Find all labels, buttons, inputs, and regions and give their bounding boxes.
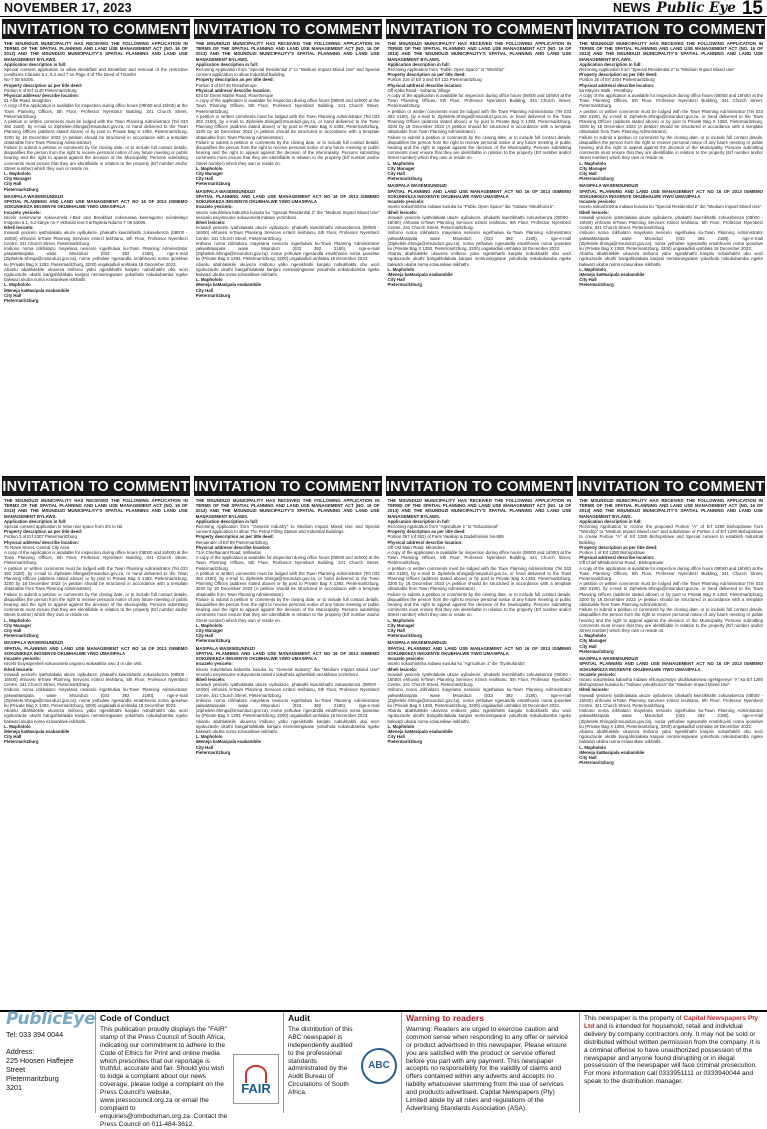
application-text: Rezoning Application from "General Industry" to Medium Impact Mixed Use and Special consent application to allow The Petrol Filling Station and Industrial Buildings.	[195, 524, 380, 535]
signature-title: City Manager	[195, 628, 224, 634]
application-label: Application description in full:	[387, 61, 451, 67]
notice-intro: THE MSUNDUZI MUNICIPALITY HAS RECEIVED THE FOLLOWING APPLICATION IN TERMS OF THE SPATIAL PLANNING AND LAND USE MANAGEMENT ACT (NO. 16 OF 2013) AND THE MSUNDUZI MUNICIPALITY'S SPATIAL PLANNING AND LAND USE MANAGEMENT BYLAWS.	[4, 498, 188, 519]
zulu-signature-title: iMeneja kaMasipala esabambile	[4, 728, 70, 734]
signature-office: City Hall	[387, 171, 405, 177]
zulu-application-label: Incazelo yesicelo:	[4, 656, 41, 662]
conduct-title: Code of Conduct	[100, 1013, 170, 1023]
zulu-signature-city: Pietermaritzburg	[579, 282, 614, 288]
notices-top-row	[2, 19, 765, 473]
zulu-inspection-text: Inowadi yesicelo iyatholakala ukuze uyibukeze, phakathi kwezikhathi zokusebenza (08h00 - 16h00) ehhovisi leTown Planning Services ezitezi lesihlanu, 5th Floor, Professor Nyembezi Centre, 341 Church Street, Pietermaritzburg.	[387, 671, 572, 688]
notice-intro: THE MSUNDUZI MUNICIPALITY HAS RECEIVED THE FOLLOWING APPLICATION IN TERMS OF THE SPATIAL PLANNING AND LAND USE MANAGEMENT ACT (NO. 16 OF 2013) AND THE MSUNDUZI MUNICIPALITY'S SPATIAL PLANNING AND LAND USE MANAGEMENT BYLAWS.	[579, 498, 763, 519]
signature-city: Pietermaritzburg	[195, 181, 231, 187]
audit-text: The distribution of this ABC newspaper is independently audited to the professional standards administrated by the Audit Bureau of Circulations of South Africa.	[288, 1025, 353, 1097]
signature-name: L. Maphololo	[4, 617, 31, 623]
page-footer	[0, 1009, 767, 1128]
address-text: 71/A Chieftainant Road, Willowton	[195, 550, 262, 556]
footer-address-2: Pietermaritzburg	[6, 1073, 59, 1083]
property-pre: This newspaper is the property of	[584, 1015, 682, 1022]
notice-8	[577, 476, 765, 1008]
zulu-inspection-label: Ikheli lesicelo:	[579, 209, 609, 215]
signature-title: City Manager	[579, 638, 607, 644]
zulu-heading: MASIPALA WASEMSUNDUZI	[579, 656, 639, 662]
address-text: 5a Mayors Walk - Prestbury	[579, 87, 633, 93]
signature-office: City Hall	[387, 628, 405, 634]
inspection-text: A copy of the application is available for inspection during office hours (08h00 and 16h00) at the Town Planning Offices, 5th Floor, Professor Nyembezi Building, 341 Church Street, Pietermaritzburg.	[4, 103, 188, 119]
publication-name: Public Eye	[656, 0, 736, 16]
zulu-signature-title: iMeneja kaMasipala esabambile	[579, 749, 645, 755]
zulu-signature-name: L. Maphololo	[195, 277, 223, 283]
zulu-signature-name: L. Maphololo	[579, 266, 607, 272]
zulu-signature-office: City Hall	[4, 292, 22, 298]
signature-name: L. Maphololo	[195, 622, 223, 628]
fair-stamp-icon	[233, 1054, 279, 1104]
zulu-signature-city: Pietermaritzburg	[195, 749, 231, 755]
signature-city: Pietermaritzburg	[4, 633, 39, 639]
notice-heading: INVITATION TO COMMENT	[577, 479, 765, 495]
zulu-signature-name: L. Maphololo	[4, 282, 31, 288]
application-text: Rezoning Application from "Special Residential 2" to "Medium Impact Mixed Use" and Special consent application to allow Industrial Building.	[195, 67, 380, 78]
application-label: Application description in full:	[4, 61, 67, 67]
zulu-failure-text: Abantu abahlulekile ukuveza imibono yabo ngesikhathi kanjalo nobukhakhi obu wozi ngokuzacile ukuthi bangahlolakala kanjani nemininingwane yokuthola nokukubamba ngeke bakwazi ukuba noma eziwunikwe isikhathi.	[579, 251, 763, 267]
inspection-text: A copy of the application is available for inspection during office hours (08h00 and 16h00) at the Town Planning Offices, 5th Floor, Professor Nyembezi Building, 341 Church Street, Pietermaritzburg.	[387, 93, 572, 109]
notice-heading: INVITATION TO COMMENT	[385, 479, 573, 495]
notice-heading: INVITATION TO COMMENT	[2, 479, 190, 495]
application-text: Special consent application to relax rear space from 3m to Nil.	[4, 524, 124, 530]
zulu-inspection-label: Ikheli lesicelo:	[4, 225, 34, 231]
zulu-failure-text: Abantu abahlulekile ukuveza imibono yabo ngesikhathi kanjalo nobukhakhi obu wozi ngokuzacile ukuthi bangahlolakala kanjani nemininingwane yokuthola nokukubamba ngeke bakwazi ukuba noma eziwunikwe isikhathi.	[4, 708, 188, 724]
warning-title: Warning to readers	[406, 1013, 484, 1023]
signature-title: City Manager	[387, 622, 415, 628]
zulu-failure-text: Abantu abahlulekile ukuveza imibono yabo ngesikhathi kanjalo nobukhakhi obu wozi ngokuzacile ukuthi bangahlolakala kanjani nemininingwane yokuthola nokukubamba ngeke bakwazi ukuba noma eziwunikwe isikhathi.	[4, 266, 188, 283]
signature-title: City Manager	[4, 176, 32, 182]
notice-body	[577, 39, 765, 288]
notice-heading: INVITATION TO COMMENT	[385, 22, 573, 38]
signature-office: City Hall	[195, 633, 214, 639]
notice-3	[386, 19, 574, 473]
zulu-application-label: Incazelo yesicelo:	[195, 204, 233, 210]
zulu-inspection-text: Inowadi yesicelo iyatholakala ukuze uyibukeze, phakathi kwezikhathi zokusebenza (08h00 - 16h00) ehhovisi leTown Planning Services ezitezi lesihlanu, 5th Floor, Professor Nyembezi Centre, 341 Church Street, Pietermaritzburg.	[579, 692, 763, 708]
footer-audit	[283, 1012, 401, 1113]
zulu-signature-title: iMeneja kaMasipala esabambile	[195, 282, 261, 288]
application-text: Rezoning Application from "Agriculture 1" to "Educational"	[387, 524, 499, 530]
zulu-heading: MASIPALA WASEMSUNDUZI	[579, 183, 639, 189]
zulu-signature-name: L. Maphololo	[4, 723, 31, 729]
address-text: 634 Dr Denis Mathe Road, Rosetherope	[195, 93, 274, 99]
application-label: Application description in full:	[195, 518, 259, 524]
notice-heading: INVITATION TO COMMENT	[2, 22, 190, 38]
zulu-application-text: Isicelo sokushintsha indawo kusuka ku "Agriculture 1" ibe "Eyokufunda".	[387, 661, 527, 667]
zulu-failure-text: Abantu abahlulekile ukuveza imibono yabo ngesikhathi kanjalo nobukhakhi obu wozi ngokuzacile ukuthi bangahlolakala kanjani nemininingwane yokuthola nokukubamba ngeke bakwazi ukuba noma eziwunikwe isikhathi.	[387, 251, 572, 267]
zulu-inspection-label: Ikheli lesicelo:	[195, 219, 226, 225]
zulu-petition-text: Imibono noma izikhalazo mayelana nesicelo ingethulwa ku-Town Planning Administrator yakwaMasipala wase Msunduzi (033 392 2180), nge-e-mail (Ziphelele.Shinga@msunduzi.gov.za), noma yethulwe ngesandla emahhovisi noma iposelwe ku (Private Bag X 1393, Pietermaritzburg, 3200) ungakadluli umhlaka 18 December 2023.	[4, 687, 188, 708]
signature-office: City Hall	[4, 181, 22, 187]
zulu-application-text: Isicelo sesimvume sokuvumela i-Bed and Breakfast nokususwa kwemigomo evimbelayo Imigomo 6.1, 6.2 kanye no-7 ekhasini lesi-3 leTayitela Ndumo T 08 54006.	[4, 214, 188, 225]
property-label: Property description as per title deed:	[195, 534, 274, 540]
zulu-petition-text: Imibono noma izikhalazo mayelana nesicelo ingethulwa ku-Town Planning Administrator yakwaMasipala wase Msunduzi (033 392 2180), nge-e-mail (Ziphelele.Shinga@msunduzi.gov.za), noma yethulwe ngesandla emahhovisi noma iposelwe ku (Private Bag X 1393, Pietermaritzburg, 3200) ungakadluli umhlaka 18 December 2023.	[579, 708, 763, 729]
application-label: Application description in full:	[195, 61, 259, 67]
failure-text: Failure to submit a petition or comments by the closing date, or to include full contact details, disqualifies the person from the right to receive personal notice of any future meeting or public hearing and the right to appeal against the decision of the Municipality. Persons submitting comments must ensure that they are identifiable in relation to the property (Erf number and/or Street number) which they own or reside on.	[195, 139, 380, 166]
zulu-inspection-text: Inowadi yesicelo iyatholakala ukuze uyibukeze, phakathi kwezikhathi zokusebenza (08h00 - 16h00) ehhovisi leTown Planning Services ezitezi lesihlanu, 5th Floor, Professor Nyembezi Centre, 341 Church Street, Pietermaritzburg.	[579, 214, 763, 231]
property-text: Portion 216 of Erf 2 and Erf 122 Pietermaritzburg	[387, 77, 482, 83]
zulu-intro: SPATIAL PLANNING AND LAND USE MANAGEMENT ACT NO 16 OF 2013 ISIMEMO SOKUNIKEZA INGXENYE OKUBHALWE YIWO UMASIPALA	[579, 188, 763, 199]
section-name: NEWS	[613, 1, 651, 15]
inspection-text: A copy of the application is available for inspection during office hours (08h00 and 16h00) at the Town Planning Offices, 5th Floor, Professor Nyembezi Building, 341 Church Street, Pietermaritzburg.	[4, 550, 188, 566]
zulu-heading: MASIPALA WASEMSUNDUZI	[387, 183, 447, 189]
signature-name: L. Maphololo	[387, 160, 415, 166]
signature-name: L. Maphololo	[579, 633, 607, 639]
zulu-application-text: Isicelo sokuhlelwa kabusha kusuka ku "General Industry" iba "Medium Impact Mixed Use" nesicelo esiyimvume sokuvumela isiteshi sokuthela uphethiloli nezakhiwo zezimboni.	[195, 666, 380, 677]
notice-6	[194, 476, 382, 1008]
inspection-text: A copy of the application is available for inspection during office hours (08h00 and 16h00) at the Town Planning Offices, 5th Floor, Professor Nyembezi Building, 341 Church Street, Pietermaritzburg.	[579, 565, 763, 582]
zulu-inspection-text: Inowadi yesicelo iyatholakala ukuze uyibukeze, phakathi kwezikhathi zokusebenza (08h00 - 16h00) ehhovisi leTown Planning Services ezitezi lesihlanu, 5th Floor, Professor Nyembezi Centre, 341 Church Street, Pietermaritzburg.	[4, 230, 188, 246]
notice-body	[194, 39, 382, 298]
inspection-text: A copy of the application is available for inspection during office hours (08h00 and 16h00) at the Town Planning Offices, 5th Floor, Professor Nyembezi Building, 341 Church Street, Pietermaritzburg.	[195, 555, 380, 571]
footer-address-1: 225 Hoosen Haffejee Street	[6, 1055, 74, 1074]
property-text: Portion 8 of Erf 1140 Pietermaritzburg	[4, 87, 77, 93]
warning-text: Warning: Readers are urged to exercise caution and common sense when responding to any offer or service or product advertised in this newspaper. Please ensure you are satisfied with the product or service offered before you part with any payment. This newspaper accepts no responsibility for the validity of claims and offers contained within any adverts and accepts no liability whatsoever stemming from the use of services and products advertised. Capital Newspapers (Pty) Limited abide by all rules and regulations of the Advertising Standards Association (ASA).	[406, 1025, 568, 1112]
address-label: Physical address/ describe location:	[387, 539, 463, 545]
zulu-signature-city: Pietermaritzburg	[4, 739, 39, 745]
footer-tel: Tel: 033 394 0044	[6, 1029, 64, 1039]
abc-logo-icon	[361, 1048, 397, 1084]
signature-name: L. Maphololo	[4, 171, 31, 177]
zulu-signature-title: iMeneja kaMasipala esabambile	[195, 739, 261, 745]
application-label: Application description in full:	[579, 518, 642, 524]
property-text: Portion 26 of Erf 3304 Pietermaritzburg	[579, 77, 655, 83]
zulu-signature-city: Pietermaritzburg	[579, 760, 614, 766]
zulu-signature-city: Pietermaritzburg	[195, 292, 231, 298]
notice-intro: THE MSUNDUZI MUNICIPALITY HAS RECEIVED THE FOLLOWING APPLICATION IN TERMS OF THE SPATIAL PLANNING AND LAND USE MANAGEMENT ACT (NO. 16 OF 2013) AND THE MSUNDUZI MUNICIPALITY'S SPATIAL PLANNING AND LAND USE MANAGEMENT BYLAWS.	[579, 41, 763, 62]
address-text: Off Old Main Road, Mkondeni	[387, 544, 445, 550]
footer-contact	[0, 1009, 96, 1113]
address-text: Off Chief Mhlabunzima Road - Bishopstowe	[579, 560, 664, 566]
zulu-inspection-text: Inowadi yesicelo iyatholakala ukuze uyibukeze, phakathi kwezikhathi zokusebenza (08h00 - 16h00) ehhovisi leTown Planning Services ezitezi lesihlanu, 5th Floor, Professor Nyembezi Centre, 341 Church Street, Pietermaritzburg.	[195, 225, 380, 241]
zulu-heading: MASIPALA WASEMSUNDUZI	[195, 645, 255, 651]
zulu-signature-office: City Hall	[579, 277, 597, 283]
zulu-inspection-label: Ikheli lesicelo:	[4, 666, 34, 672]
zulu-intro: SPATIAL PLANNING AND LAND USE MANAGEMENT ACT NO 16 OF 2013 ISIMEMO SOKUNIKEZA INGXENYE OKUBHALWE YIWO UMASIPALA	[579, 661, 763, 672]
zulu-intro: SPATIAL PLANNING AND LAND USE MANAGEMENT ACT NO 16 OF 2013 ISIMEMO SOKUNIKEZA INGXENYE OKUBHALWE YIWO UMASIPALA	[195, 650, 380, 662]
address-text: 51 Alfie Road, Boughton	[4, 98, 51, 104]
zulu-inspection-label: Ikheli lesicelo:	[195, 676, 226, 682]
zulu-signature-title: iMeneja kaMasipala esabambile	[579, 271, 645, 277]
footer-address-label: Address:	[6, 1046, 35, 1056]
failure-text: Failure to submit a petition or comments by the closing date, or to include full contact details, disqualifies the person from the right to receive personal notice of any future meeting or public hearing and the right to appeal against the decision of the Municipality. Persons submitting comments must ensure that they are identifiable in relation to the property (Erf number and/or Street number) which they own or reside on.	[4, 591, 188, 618]
zulu-signature-city: Pietermaritzburg	[387, 739, 423, 745]
zulu-intro: SPATIAL PLANNING AND LAND USE MANAGEMENT ACT NO 16 OF 2013 ISIMEMO SOKUNIKEZA INGXENYE OKUBHALWE YIWO UMASIPALA	[195, 193, 380, 205]
application-text: Rezoning Application from "Public Open Space" to "Worship"	[387, 67, 505, 73]
notice-body	[2, 496, 190, 745]
page-number: 15	[741, 0, 763, 19]
zulu-application-text: Isicelo sokuhlelwa kabusha kusuka ku "Special Residential 2" ibe "Medium Impact Mixed Use" nesicelo esiyimvume sokuvumela indawo yezimboni.	[195, 209, 380, 220]
property-text: Portion 3 of Erf 30 Rosetherope	[195, 82, 257, 88]
zulu-application-label: Incazelo yesicelo:	[579, 671, 617, 677]
zulu-inspection-text: Inowadi yesicelo iyatholakala ukuze uyibukeze, phakathi kwezikhathi zokusebenza (08h00 - 16h00) ehhovisi leTown Planning Services ezitezi lesihlanu, 5th Floor, Professor Nyembezi Centre, 341 Church Street, Pietermaritzburg.	[195, 682, 380, 698]
application-text: Rezoning Application from "Special Residential 2" to "Medium Impact Mixed Use"	[579, 67, 736, 73]
zulu-heading: MASIPALA WASEMSUNDUZI	[4, 193, 64, 199]
inspection-text: A copy of the application is available for inspection during office hours (08h00 and 16h00) at the Town Planning Offices, 5th Floor, Professor Nyembezi Building, 341 Church Street, Pietermaritzburg.	[579, 93, 763, 109]
zulu-signature-city: Pietermaritzburg	[387, 282, 423, 288]
property-text: Remainder of Erf 89 Pietermaritzburg	[195, 539, 268, 545]
property-label: Property description as per title deed:	[4, 529, 83, 535]
zulu-application-label: Incazelo yesicelo:	[4, 209, 41, 215]
petition-text: A petition or written comments must be lodged with the Town Planning Administrator (Tel 033 392 2180), by e-mail to Ziphelele.Shinga@msunduzi.gov.za, or hand delivered to the Town Planning Offices (address stated above) or by post to Private Bag X 1393, Pietermaritzburg, 3200 by 18 December 2023 (A petition should be structured in accordance with a template obtainable from Town Planning Administrator).	[195, 113, 380, 140]
inspection-text: A copy of the application is available for inspection during office hours (08h00 and 16h00) at the Town Planning Offices, 5th Floor, Professor Nyembezi Building, 341 Church Street, Pietermaritzburg.	[387, 550, 572, 566]
notice-intro: THE MSUNDUZI MUNICIPALITY HAS RECEIVED THE FOLLOWING APPLICATION IN TERMS OF THE SPATIAL PLANNING AND LAND USE MANAGEMENT ACT (NO. 16 OF 2013) AND THE MSUNDUZI MUNICIPALITY'S SPATIAL PLANNING AND LAND USE MANAGEMENT BYLAWS.	[195, 498, 380, 519]
notice-intro: THE MSUNDUZI MUNICIPALITY HAS RECEIVED THE FOLLOWING APPLICATION IN TERMS OF THE SPATIAL PLANNING AND LAND USE MANAGEMENT ACT (NO. 16 OF 2013) AND THE MSUNDUZI MUNICIPALITY'S SPATIAL PLANNING AND LAND USE MANAGEMENT BYLAWS.	[387, 498, 572, 519]
property-text: Portion 267 (of 263) of Farm Vaalkop & Dadelfontein No-885	[387, 534, 504, 540]
zulu-inspection-label: Ikheli lesicelo:	[387, 666, 418, 672]
property-label: Property description as per title deed:	[387, 529, 466, 535]
zulu-application-label: Incazelo yesicelo:	[387, 656, 425, 662]
zulu-application-label: Incazelo yesicelo:	[387, 199, 425, 205]
property-label: Property description as per title deed:	[4, 82, 83, 88]
issue-date: NOVEMBER 17, 2023	[4, 1, 132, 15]
zulu-signature-name: L. Maphololo	[387, 723, 415, 729]
notice-4	[577, 19, 765, 473]
signature-name: L. Maphololo	[195, 165, 223, 171]
property-text: Portion 1 of Erf 1280 Bishopstowe	[579, 550, 645, 556]
notice-body	[577, 496, 765, 765]
notice-intro: THE MSUNDUZI MUNICIPALITY HAS RECEIVED THE FOLLOWING APPLICATION IN TERMS OF THE SPATIAL PLANNING AND LAND USE MANAGEMENT ACT (NO. 16 OF 2013) AND THE MSUNDUZI MUNICIPALITY'S SPATIAL PLANNING AND LAND USE MANAGEMENT BYLAWS.	[4, 41, 188, 62]
notice-body	[386, 496, 574, 745]
zulu-signature-office: City Hall	[387, 734, 405, 740]
application-label: Application description in full:	[579, 61, 642, 67]
notice-1	[2, 19, 190, 473]
petition-text: A petition or written comments must be lodged with the Town Planning Administrator (Tel 033 392 2180), by e-mail to Ziphelele.Shinga@msunduzi.gov.za, or hand delivered to the Town Planning Offices (address stated above) or by post to Private Bag X 1393, Pietermaritzburg, 3200 by 18 December 2023 (A petition should be structured in accordance with a template obtainable from Town Planning Administrator).	[195, 570, 380, 597]
footer-address-3: 3201	[6, 1082, 22, 1092]
petition-text: A petition or written comments must be lodged with the Town Planning Administrator (Tel 033 392 2180), by e-mail to Ziphelele.Shinga@msunduzi.gov.za, or hand delivered to the Town Planning Offices (address stated above) or by post to Private Bag X 1393, Pietermaritzburg, 3200 by 18 December 2023 (A petition should be structured in accordance with a template obtainable from Town Planning Administrator).	[4, 119, 188, 145]
notice-heading: INVITATION TO COMMENT	[577, 22, 765, 38]
zulu-petition-text: Imibono noma izikhalazo mayelana nesicelo ingethulwa ku-Town Planning Administrator yakwaMasipala wase Msunduzi (033 392 2180), nge-e-mail (Ziphelele.Shinga@msunduzi.gov.za), noma yethulwe ngesandla emahhovisi noma iposelwe ku (Private Bag X 1393, Pietermaritzburg, 3200) ungakadluli umhlaka 18 December 2023.	[387, 230, 572, 251]
notice-intro: THE MSUNDUZI MUNICIPALITY HAS RECEIVED THE FOLLOWING APPLICATION IN TERMS OF THE SPATIAL PLANNING AND LAND USE MANAGEMENT ACT (NO. 16 OF 2013) AND THE MSUNDUZI MUNICIPALITY'S SPATIAL PLANNING AND LAND USE MANAGEMENT BYLAWS.	[387, 41, 572, 62]
conduct-text: This publication proudly displays the "FAIR" stamp of the Press Council of South Africa, indicating our commitment to adhere to the Code of Ethics for Print and online media which prescribes that our reportage is truthful, accurate and fair. Should you wish to lodge a complaint about our news coverage, please lodge a complaint on the Press Council's website, www.presscouncil.org.za or email the complaint to enquiries@ombudsman.org.za. Contact the Press Council on 011-484-3612.	[100, 1025, 228, 1128]
petition-text: A petition or written comments must be lodged with the Town Planning Administrator (Tel 033 392 2180), by e-mail to Ziphelele.Shinga@msunduzi.gov.za, or hand delivered to the Town Planning Offices (address stated above) or by post to Private Bag X 1393, Pietermaritzburg, 3200 by 18 December 2023 (A petition should be structured in accordance with a template obtainable from Town Planning Administrator).	[4, 565, 188, 592]
zulu-signature-office: City Hall	[387, 277, 405, 283]
signature-city: Pietermaritzburg	[387, 176, 423, 182]
signature-title: City Manager	[579, 165, 607, 171]
notice-body	[386, 39, 574, 288]
audit-title: Audit	[288, 1013, 310, 1023]
failure-text: Failure to submit a petition or comments by the closing date, or to include full contact details, disqualifies the person from the right to receive personal notice of any future meeting or public hearing and the right to appeal against the decision of the Municipality. Persons submitting comments must ensure that they are identifiable in relation to the property (Erf number and/or Street number) which they own or reside on.	[387, 134, 572, 161]
zulu-failure-text: Abantu abahlulekile ukuveza imibono yabo ngesikhathi kanjalo nobukhakhi obu wozi ngokuzacile ukuthi bangahlolakala kanjani nemininingwane yokuthola nokukubamba ngeke bakwazi ukuba noma eziwunikwe isikhathi.	[579, 728, 763, 745]
zulu-failure-text: Abantu abahlulekile ukuveza imibono yabo ngesikhathi kanjalo nobukhakhi obu wozi ngokuzacile ukuthi bangahlolakala kanjani nemininingwane yokuthola nokukubamba ngeke bakwazi ukuba noma eziwunikwe isikhathi.	[387, 708, 572, 724]
notice-heading: INVITATION TO COMMENT	[194, 479, 382, 495]
application-label: Application description in full:	[4, 518, 67, 524]
property-label: Property description as per title deed:	[387, 72, 466, 78]
masthead-right	[613, 0, 763, 18]
signature-office: City Hall	[4, 628, 22, 634]
zulu-intro: SPATIAL PLANNING AND LAND USE MANAGEMENT ACT NO 16 OF 2013 ISIMEMO SOKUNIKEZA INGXENYE OKUBHALWE YIWO UMASIPALA	[387, 645, 572, 656]
zulu-application-text: Isicelo sokushintsha indawo kusuka ku "Public Open Space" iba "Indawo Yokukhonza".	[387, 204, 555, 210]
property-label: Property description as per title deed:	[195, 77, 274, 83]
zulu-signature-office: City Hall	[579, 754, 597, 760]
notice-body	[194, 496, 382, 755]
property-label: Property description as per title deed:	[579, 72, 658, 78]
application-label: Application description in full:	[387, 518, 451, 524]
petition-text: A petition or written comments must be lodged with the Town Planning Administrator (Tel 033 392 2180), by e-mail to Ziphelele.Shinga@msunduzi.gov.za, or hand delivered to the Town Planning Offices (address stated above) or by post to Private Bag X 1393, Pietermaritzburg, 3200 by 18 December 2023 (A petition should be structured in accordance with a template obtainable from Town Planning Administrator).	[579, 108, 763, 135]
notice-2	[194, 19, 382, 473]
zulu-failure-text: Abantu abahlulekile ukuveza imibono yabo ngesikhathi kanjalo nobukhakhi obu wozi ngokuzacile ukuthi bangahlolakala kanjani nemininingwane yokuthola nokukubamba ngeke bakwazi ukuba noma eziwunikwe isikhathi.	[195, 261, 380, 277]
zulu-inspection-label: Ikheli lesicelo:	[387, 209, 418, 215]
application-text: Rezoning Application to rezone the proposed Portion "A" of Erf 1280 Bishopstowe from "Worship" to "Medium Impact Mixed Use" and subdivision of Portion 1 of Erf 1280 Bishopstowe to create Portion "A" of Erf 1280 Bishopstowe and Special consent to establish Industrial Building.	[579, 524, 763, 545]
logo-word-public: Public	[6, 1009, 63, 1029]
notice-intro: THE MSUNDUZI MUNICIPALITY HAS RECEIVED THE FOLLOWING APPLICATION IN TERMS OF THE SPATIAL PLANNING AND LAND USE MANAGEMENT ACT (NO. 16 OF 2013) AND THE MSUNDUZI MUNICIPALITY'S SPATIAL PLANNING AND LAND USE MANAGEMENT BYLAWS.	[195, 41, 380, 62]
zulu-signature-name: L. Maphololo	[195, 734, 223, 740]
address-text: Off Kaba Road - Sobantu Village	[387, 87, 451, 93]
zulu-signature-title: iMeneja kaMasipala esabambile	[387, 728, 453, 734]
address-text: 75 Rowe Street, Central City Area	[4, 544, 70, 550]
address-label: Physical address/ describe location:	[195, 87, 271, 93]
address-label: Physical address/ describe location:	[579, 555, 655, 561]
property-text: Portion 3 of Erf 2307 Pietermaritzburg	[4, 534, 77, 540]
signature-office: City Hall	[579, 171, 597, 177]
zulu-signature-name: L. Maphololo	[579, 744, 607, 750]
zulu-petition-text: Imibono noma izikhalazo mayelana nesicelo ingethulwa ku-Town Planning Administrator yakwaMasipala wase Msunduzi (033 392 2180), nge-e-mail (Ziphelele.Shinga@msunduzi.gov.za), noma yethulwe ngesandla emahhovisi noma iposelwe ku (Private Bag X 1393, Pietermaritzburg, 3200) ungakadluli umhlaka 18 December 2023.	[195, 240, 380, 262]
address-label: Physical address/ describe location:	[4, 93, 80, 99]
zulu-petition-text: Imibono noma izikhalazo mayelana nesicelo ingethulwa ku-Town Planning Administrator yakwaMasipala wase Msunduzi (033 392 2180), nge-e-mail (Ziphelele.Shinga@msunduzi.gov.za), noma yethulwe ngesandla emahhovisi noma iposelwe ku (Private Bag X 1393, Pietermaritzburg, 3200) ungakadluli umhlaka 18 December 2023.	[4, 245, 188, 267]
application-text: Special consent application to allow Breakfast and Breakfast and removal of the restrictive conditions Clauses 6.1, 6.2 and 7 on Page 3 of The Deed of Transfer	[4, 67, 188, 78]
notice-heading: INVITATION TO COMMENT	[194, 22, 382, 38]
inspection-text: A copy of the application is available for inspection during office hours (08h00 and 16h00) at the Town Planning Offices, 5th Floor, Professor Nyembezi Building, 341 Church Street, Pietermaritzburg.	[195, 98, 380, 114]
public-eye-logo	[6, 1009, 96, 1029]
logo-word-eye: Eye	[62, 1009, 96, 1029]
zulu-inspection-text: Inowadi yesicelo iyatholakala ukuze uyibukeze, phakathi kwezikhathi zokusebenza (08h00 - 16h00) ehhovisi leTown Planning Services ezitezi lesihlanu, 5th Floor, Professor Nyembezi Centre, 341 Church Street, Pietermaritzburg.	[387, 214, 572, 231]
fair-label: FAIR	[241, 1080, 271, 1096]
petition-text: A petition or written comments must be lodged with the Town Planning Administrator (Tel 033 392 2180), by e-mail to Ziphelele.Shinga@msunduzi.gov.za, or hand delivered to the Town Planning Offices (address stated above) or by post to Private Bag X 1393, Pietermaritzburg, 3200 by 18 December 2023 (A petition should be structured in accordance with a template obtainable from Town Planning Administrator).	[387, 565, 572, 592]
notice-5	[2, 476, 190, 1008]
notice-body	[2, 39, 190, 303]
signature-office: City Hall	[195, 176, 214, 182]
signature-city: Pietermaritzburg	[195, 638, 231, 644]
zulu-application-text: Isicelo sokushintsha indawo kusuka ku "Special Residential 2" ibe "Medium Impact Mixed Use".	[579, 204, 763, 210]
zulu-signature-office: City Hall	[195, 744, 214, 750]
zulu-signature-office: City Hall	[4, 734, 22, 740]
footer-property-notice	[579, 1012, 767, 1113]
failure-text: Failure to submit a petition or comments by the closing date, or to include full contact details, disqualifies the person from the right to receive personal notice of any future meeting or public hearing and the right to appeal against the decision of the Municipality. Persons submitting comments must ensure that they are identifiable in relation to the property (Erf number and/or Street number) which they own or reside on.	[579, 607, 763, 634]
signature-title: City Manager	[4, 622, 32, 628]
zulu-application-label: Incazelo yesicelo:	[579, 199, 617, 205]
zulu-signature-office: City Hall	[195, 287, 214, 293]
failure-text: Failure to submit a petition or comments by the closing date, or to include full contact details, disqualifies the person from the right to receive personal notice of any future meeting or public hearing and the right to appeal against the decision of the Municipality. Persons submitting comments must ensure that they are identifiable in relation to the property (Erf number and/or Street number) which they own or reside on.	[195, 596, 380, 623]
zulu-petition-text: Imibono noma izikhalazo mayelana nesicelo ingethulwa ku-Town Planning Administrator yakwaMasipala wase Msunduzi (033 392 2180), nge-e-mail (Ziphelele.Shinga@msunduzi.gov.za), noma yethulwe ngesandla emahhovisi noma iposelwe ku (Private Bag X 1393, Pietermaritzburg, 3200) ungakadluli umhlaka 18 December 2023.	[387, 687, 572, 708]
zulu-intro: SPATIAL PLANNING AND LAND USE MANAGEMENT ACT NO 16 OF 2013 ISIMEMO SOKUNIKEZA INGXENYE OKUBHALWE YIWO UMASIPALA	[4, 199, 188, 210]
application-ref: No-T 08 54006.	[4, 77, 35, 83]
signature-city: Pietermaritzburg	[579, 648, 614, 654]
signature-city: Pietermaritzburg	[387, 633, 423, 639]
signature-name: L. Maphololo	[579, 160, 607, 166]
address-label: Physical address/ describe location:	[579, 82, 655, 88]
notice-7	[386, 476, 574, 1008]
signature-title: City Manager	[387, 165, 415, 171]
zulu-inspection-text: Inowadi yesicelo iyatholakala ukuze uyibukeze, phakathi kwezikhathi zokusebenza (08h00 - 16h00) ehhovisi leTown Planning Services ezitezi lesihlanu, 5th Floor, Professor Nyembezi Centre, 341 Church Street, Pietermaritzburg.	[4, 671, 188, 688]
zulu-heading: MASIPALA WASEMSUNDUZI	[195, 188, 255, 194]
property-text: and is intended for household, retail and individual delivery by company contractors only. It may not be sold or distributed without written permission from the company. It is a criminal offense to have unauthorized possession of the newspaper and anyone found disrupting or in illegal possession of the newspaper will face criminal prosecution. For more information call 0333951111 or 0333940044 and speak to the distribution manager.	[584, 1022, 761, 1086]
failure-text: Failure to submit a petition or comments by the closing date, or to include full contact details, disqualifies the person from the right to receive personal notice of any future meeting or public hearing and the right to appeal against the decision of the Municipality. Persons submitting comments must ensure that they are identifiable in relation to the property (Erf number and/or Street number) which they own or reside on.	[4, 145, 188, 171]
petition-text: A petition or written comments must be lodged with the Town Planning Administrator (Tel 033 392 2180), by e-mail to Ziphelele.Shinga@msunduzi.gov.za, or hand delivered to the Town Planning Offices (address stated above) or by post to Private Bag X 1393, Pietermaritzburg, 3200 by 18 December 2023 (A petition should be structured in accordance with a template obtainable from Town Planning Administrator).	[387, 108, 572, 135]
abc-label: ABC	[368, 1059, 390, 1071]
zulu-intro: SPATIAL PLANNING AND LAND USE MANAGEMENT ACT NO 16 OF 2013 ISIMEMO SOKUNIKEZA INGXENYE OKUBHALWE YIWO UMASIPALA	[387, 188, 572, 199]
zulu-signature-title: iMeneja kaMasipala esabambile	[4, 287, 70, 293]
footer-warning	[401, 1012, 579, 1113]
zulu-application-text: Isicelo Esiyisipesheli sokuvumela ungamo wokwakha owu 3 m ube uNil.	[4, 661, 143, 667]
signature-city: Pietermaritzburg	[579, 176, 614, 182]
property-owner: Capital Newspapers Pty Ltd	[584, 1015, 759, 1030]
signature-city: Pietermaritzburg	[4, 186, 39, 192]
zulu-petition-text: Imibono noma izikhalazo mayelana nesicelo ingethulwa ku-Town Planning Administrator yakwaMasipala wase Msunduzi (033 392 2180), nge-e-mail (Ziphelele.Shinga@msunduzi.gov.za), noma yethulwe ngesandla emahhovisi noma iposelwe ku (Private Bag X 1393, Pietermaritzburg, 3200) ungakadluli umhlaka 18 December 2023.	[579, 230, 763, 251]
masthead	[0, 0, 767, 17]
signature-office: City Hall	[579, 643, 597, 649]
zulu-inspection-label: Ikheli lesicelo:	[579, 687, 609, 693]
zulu-application-label: Incazelo yesicelo:	[195, 661, 233, 667]
zulu-failure-text: Abantu abahlulekile ukuveza imibono yabo ngesikhathi kanjalo nobukhakhi obu wozi ngokuzacile ukuthi bangahlolakala kanjani nemininingwane yokuthola nokukubamba ngeke bakwazi ukuba noma eziwunikwe isikhathi.	[195, 718, 380, 734]
address-label: Physical address/ describe location:	[4, 539, 80, 545]
zulu-heading: MASIPALA WASEMSUNDUZI	[387, 640, 447, 646]
zulu-heading: MASIPALA WASEMSUNDUZI	[4, 640, 64, 646]
zulu-intro: SPATIAL PLANNING AND LAND USE MANAGEMENT ACT NO 16 OF 2013 ISIMEMO SOKUNIKEZA INGXENYE OKUBHALWE YIWO UMASIPALA	[4, 645, 188, 656]
signature-title: City Manager	[195, 171, 224, 177]
petition-text: A petition or written comments must be lodged with the Town Planning Administrator (Tel 033 392 2180), by e-mail to Ziphelele.Shinga@msunduzi.gov.za, or hand delivered to the Town Planning Offices (address stated above) or by post to Private Bag X 1393, Pietermaritzburg, 3200 by 18 December 2023 (A petition should be structured in accordance with a template obtainable from Town Planning Administrator).	[579, 581, 763, 608]
address-label: Physical address/ describe location:	[195, 544, 271, 550]
property-label: Property description as per title deed:	[579, 544, 658, 550]
signature-name: L. Maphololo	[387, 617, 415, 623]
failure-text: Failure to submit a petition or comments by the closing date, or to include full contact details, disqualifies the person from the right to receive personal notice of any future meeting or public hearing and the right to appeal against the decision of the Municipality. Persons submitting comments must ensure that they are identifiable in relation to the property (Erf number and/or Street number) which they own or reside on.	[579, 134, 763, 161]
footer-code-of-conduct	[95, 1012, 283, 1128]
zulu-signature-name: L. Maphololo	[387, 266, 415, 272]
zulu-application-text: Isicelo sokuhlelwa kabusha indawo ehlongozwayo ukuhlukaniswa ngeNgxenye "A" ka Erf 1280 Bishopstowe kusuka ku "Indawo yokukhonza" ibe "Medium Impact Mixed Use".	[579, 676, 763, 688]
failure-text: Failure to submit a petition or comments by the closing date, or to include full contact details, disqualifies the person from the right to receive personal notice of any future meeting or public hearing and the right to appeal against the decision of the Municipality. Persons submitting comments must ensure that they are identifiable in relation to the property (Erf number and/or Street number) which they own or reside on.	[387, 591, 572, 618]
zulu-signature-title: iMeneja kaMasipala esabambile	[387, 271, 453, 277]
zulu-signature-city: Pietermaritzburg	[4, 297, 39, 303]
zulu-petition-text: Imibono noma izikhalazo mayelana nesicelo ingethulwa ku-Town Planning Administrator yakwaMasipala wase Msunduzi (033 392 2180), nge-e-mail (Ziphelele.Shinga@msunduzi.gov.za), noma yethulwe ngesandla emahhovisi noma iposelwe ku (Private Bag X 1393, Pietermaritzburg, 3200) ungakadluli umhlaka 18 December 2023.	[195, 697, 380, 719]
notices-bottom-row	[2, 476, 765, 1008]
address-label: Physical address/ describe location:	[387, 82, 463, 88]
